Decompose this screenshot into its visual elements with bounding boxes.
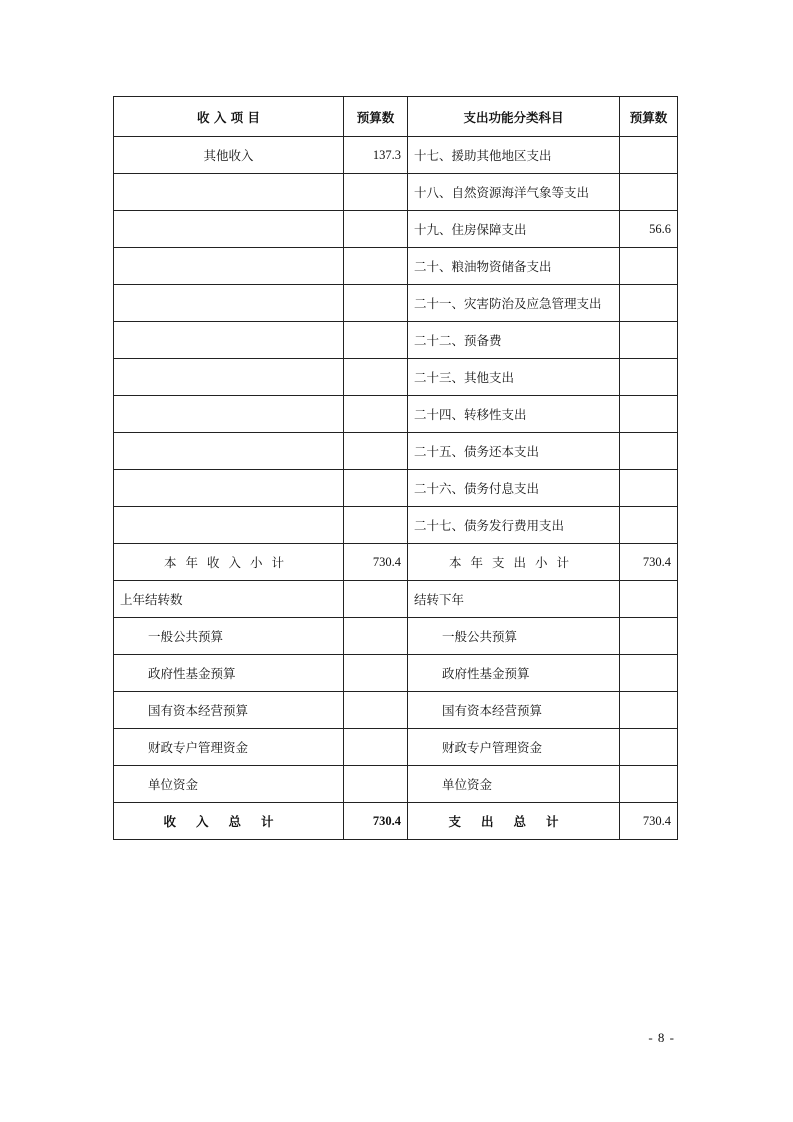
income-value-cell [344,359,408,396]
expense-cell: 二十、粮油物资储备支出 [408,248,620,285]
expense-subtotal-label: 本年支出小计 [408,544,620,581]
carry-income-item: 财政专户管理资金 [114,729,344,766]
table-row [114,174,678,211]
header-income-budget: 预算数 [344,97,408,137]
income-value-cell [344,470,408,507]
expense-subtotal-value: 730.4 [620,544,678,581]
carry-row [114,766,678,803]
empty-cell [620,729,678,766]
carry-expense-item: 财政专户管理资金 [408,729,620,766]
empty-cell [344,618,408,655]
income-value-cell [344,507,408,544]
carry-expense-label: 结转下年 [408,581,620,618]
expense-value-cell [620,433,678,470]
page-number: - 8 - [648,1030,675,1045]
empty-cell [620,618,678,655]
carry-row [114,655,678,692]
table-row [114,507,678,544]
income-value-cell [344,211,408,248]
expense-value-cell [620,507,678,544]
expense-cell: 十九、住房保障支出 [408,211,620,248]
income-total-label: 收入总计 [114,803,344,840]
expense-cell: 二十二、预备费 [408,322,620,359]
empty-cell [344,729,408,766]
income-value-cell [344,248,408,285]
empty-cell [344,581,408,618]
income-cell [114,359,344,396]
table-row [114,248,678,285]
carry-expense-item: 一般公共预算 [408,618,620,655]
carry-income-item: 国有资本经营预算 [114,692,344,729]
expense-value-cell: 56.6 [620,211,678,248]
income-cell [114,174,344,211]
income-cell [114,433,344,470]
table-row [114,470,678,507]
income-subtotal-label: 本年收入小计 [114,544,344,581]
income-value-cell [344,174,408,211]
income-cell [114,285,344,322]
table-row [114,359,678,396]
expense-value-cell [620,470,678,507]
expense-value-cell [620,137,678,174]
expense-cell: 二十三、其他支出 [408,359,620,396]
expense-cell: 二十七、债务发行费用支出 [408,507,620,544]
expense-cell: 十七、援助其他地区支出 [408,137,620,174]
income-value-cell [344,285,408,322]
empty-cell [344,692,408,729]
expense-cell: 二十一、灾害防治及应急管理支出 [408,285,620,322]
expense-total-label: 支出总计 [408,803,620,840]
income-value-cell [344,396,408,433]
income-value-cell: 137.3 [344,137,408,174]
expense-value-cell [620,359,678,396]
carry-income-item: 一般公共预算 [114,618,344,655]
empty-cell [344,655,408,692]
table-header-row [114,97,678,137]
empty-cell [620,655,678,692]
header-expense-item: 支出功能分类科目 [408,97,620,137]
carry-income-label: 上年结转数 [114,581,344,618]
header-expense-budget: 预算数 [620,97,678,137]
subtotal-row [114,544,678,581]
carry-row [114,618,678,655]
carry-expense-item: 单位资金 [408,766,620,803]
carry-income-item: 单位资金 [114,766,344,803]
table-row [114,285,678,322]
income-cell [114,322,344,359]
income-cell [114,248,344,285]
table-row [114,433,678,470]
empty-cell [344,766,408,803]
expense-value-cell [620,322,678,359]
header-income-item: 收 入 项 目 [114,97,344,137]
income-cell [114,396,344,433]
income-value-cell [344,433,408,470]
carry-header-row [114,581,678,618]
carry-row [114,729,678,766]
expense-value-cell [620,285,678,322]
carry-row [114,692,678,729]
income-total-value: 730.4 [344,803,408,840]
table-row [114,137,678,174]
income-cell [114,211,344,248]
carry-income-item: 政府性基金预算 [114,655,344,692]
expense-value-cell [620,396,678,433]
expense-total-value: 730.4 [620,803,678,840]
income-cell: 其他收入 [114,137,344,174]
income-cell [114,507,344,544]
empty-cell [620,692,678,729]
table-row [114,396,678,433]
carry-expense-item: 国有资本经营预算 [408,692,620,729]
empty-cell [620,581,678,618]
expense-value-cell [620,248,678,285]
income-subtotal-value: 730.4 [344,544,408,581]
expense-cell: 二十四、转移性支出 [408,396,620,433]
expense-cell: 二十六、债务付息支出 [408,470,620,507]
expense-cell: 十八、自然资源海洋气象等支出 [408,174,620,211]
income-value-cell [344,322,408,359]
table-row [114,322,678,359]
budget-table [113,96,678,840]
income-cell [114,470,344,507]
empty-cell [620,766,678,803]
total-row [114,803,678,840]
expense-value-cell [620,174,678,211]
table-row [114,211,678,248]
expense-cell: 二十五、债务还本支出 [408,433,620,470]
carry-expense-item: 政府性基金预算 [408,655,620,692]
